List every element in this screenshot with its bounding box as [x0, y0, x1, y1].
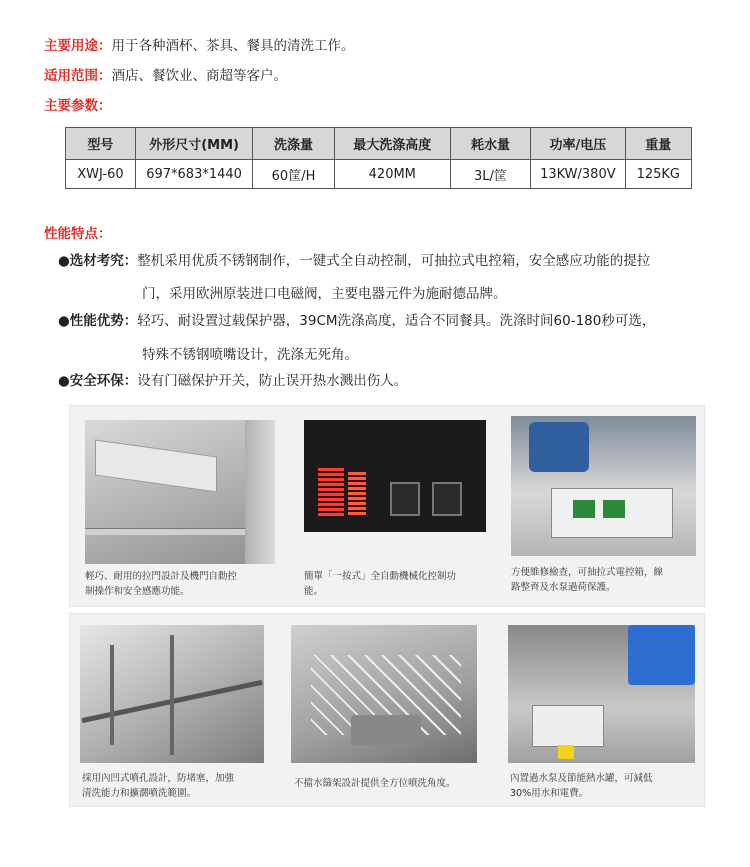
params-title: 主要参数： [44, 98, 112, 114]
feature-safety [58, 368, 407, 395]
usage-line [44, 34, 355, 54]
scope-text: 酒店、餐饮业、商超等客户。 [111, 68, 287, 84]
caption-line: 簡單「一按式」全自動機械化控制功 [304, 571, 457, 582]
feature-text: 轻巧、耐设置过载保护器，39CM洗涤高度，适合不同餐具。洗涤时间60-180秒可选， [137, 313, 656, 329]
feature-material [58, 248, 650, 275]
caption-line: 內置過水泵及節能熱水罐，可減低 [510, 773, 653, 784]
table-cell: 60筐/H [253, 160, 334, 189]
caption-4 [82, 771, 234, 801]
photo-panel-top [69, 405, 705, 607]
feature-text-cont: 特殊不锈钢喷嘴设计，洗涤无死角。 [142, 347, 358, 363]
table-header: 洗涤量 [253, 128, 334, 160]
caption-1 [85, 569, 237, 599]
table-row [66, 160, 692, 189]
caption-3 [511, 565, 663, 595]
scope-label: 适用范围： [44, 68, 112, 84]
features-title: 性能特点： [44, 226, 112, 242]
door-photo [85, 420, 275, 564]
caption-line: 採用內凹式噴孔設計，防堵塞，加強 [82, 773, 235, 784]
caption-line: 能。 [304, 586, 324, 597]
table-cell: 697*683*1440 [135, 160, 252, 189]
scope-line [44, 64, 287, 84]
table-cell: XWJ-60 [66, 160, 136, 189]
caption-line: 30%用水和電費。 [510, 788, 589, 799]
usage-text: 用于各种酒杯、茶具、餐具的清洗工作。 [111, 38, 355, 54]
feature-label: ●性能优势： [58, 313, 138, 329]
feature-label: ●安全环保： [58, 373, 138, 389]
caption-2 [304, 569, 456, 599]
caption-line: 清洗能力和擴濶噴洗範圍。 [82, 788, 197, 799]
control-panel-photo [304, 420, 486, 532]
table-cell: 125KG [625, 160, 691, 189]
usage-label: 主要用途： [44, 38, 112, 54]
photo-panel-bottom [69, 613, 705, 807]
rack-photo [291, 625, 477, 763]
table-header: 重量 [625, 128, 691, 160]
caption-6 [510, 771, 653, 801]
table-header: 功率/电压 [531, 128, 625, 160]
caption-5 [294, 776, 456, 791]
caption-line: 方便維修檢查，可抽拉式電控箱，線 [511, 567, 664, 578]
caption-line: 不擋水篩架設計提供全方位噴洗角度。 [294, 778, 456, 789]
table-cell: 3L/筐 [450, 160, 530, 189]
feature-label: ●选材考究： [58, 253, 138, 269]
spray-arm-photo [80, 625, 264, 763]
feature-text-cont: 门，采用欧洲原装进口电磁阀，主要电器元件为施耐德品牌。 [142, 286, 507, 302]
table-header-row [66, 128, 692, 160]
table-header: 外形尺寸(MM) [135, 128, 252, 160]
params-table [65, 127, 692, 189]
electric-box-photo [511, 416, 696, 556]
caption-line: 制操作和安全感應功能。 [85, 586, 190, 597]
table-header: 耗水量 [450, 128, 530, 160]
table-header: 最大洗涤高度 [334, 128, 450, 160]
caption-line: 路整齊及水泵過荷保護。 [511, 582, 616, 593]
table-header: 型号 [66, 128, 136, 160]
table-cell: 13KW/380V [531, 160, 625, 189]
pump-photo [508, 625, 695, 763]
table-cell: 420MM [334, 160, 450, 189]
caption-line: 輕巧、耐用的拉門設計及機門自動控 [85, 571, 238, 582]
feature-performance [58, 308, 655, 335]
feature-text: 设有门磁保护开关，防止误开热水溅出伤人。 [137, 373, 408, 389]
feature-text: 整机采用优质不锈钢制作，一键式全自动控制，可抽拉式电控箱，安全感应功能的提拉 [137, 253, 651, 269]
